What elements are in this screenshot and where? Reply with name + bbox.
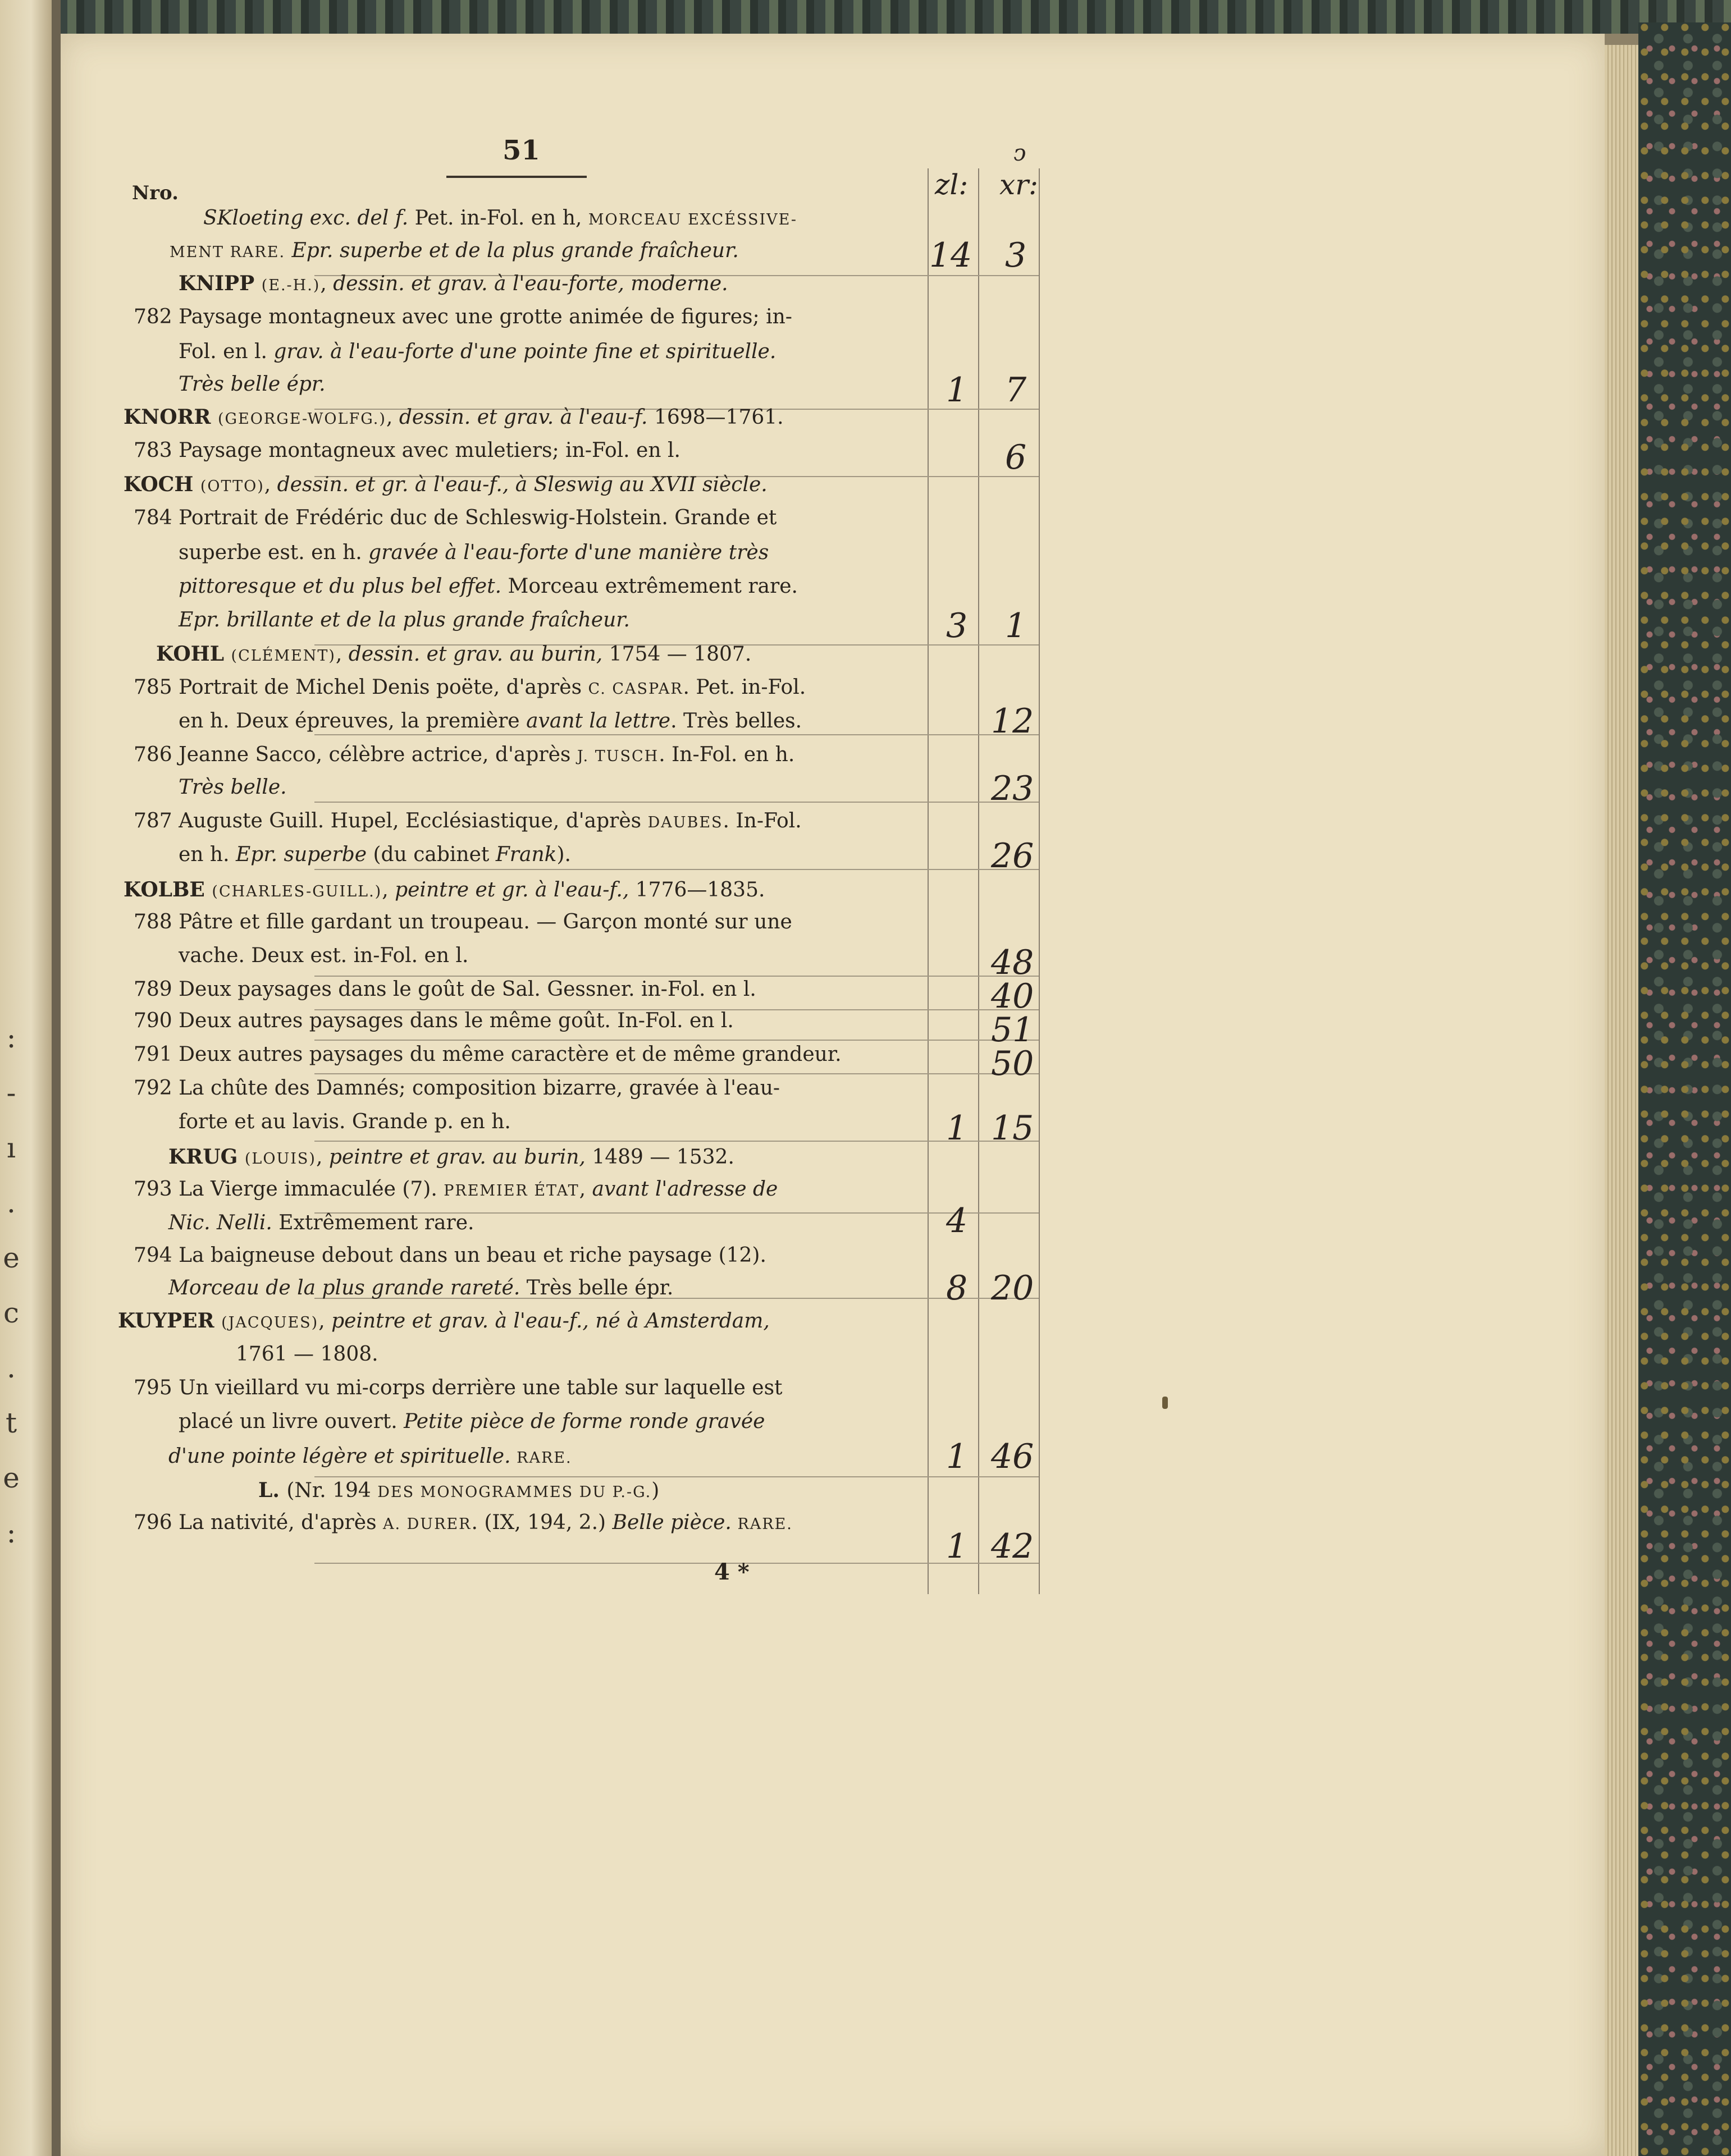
left-page-glyph: ı: [7, 1132, 16, 1164]
price-kreuzer: 23: [991, 769, 1034, 808]
text-segment: Morceau extrêmement rare.: [501, 575, 798, 598]
text-segment: KNIPP: [179, 272, 262, 295]
price-gulden: 1: [946, 1109, 968, 1148]
text-segment: 794 La baigneuse debout dans un beau et riche paysage (12).: [134, 1244, 766, 1267]
entry-794-line: [134, 1239, 766, 1272]
text-segment: (Nr. 194: [286, 1479, 378, 1502]
nro-label: Nro.: [132, 182, 179, 204]
text-segment: KNORR: [124, 405, 218, 429]
entry-783-line: [134, 434, 680, 467]
entry-792-line: [179, 1106, 511, 1138]
text-segment: forte et au lavis. Grande p. en h.: [179, 1110, 511, 1133]
text-segment: RARE.: [731, 1516, 793, 1533]
left-page-glyph: -: [6, 1077, 16, 1109]
left-page-glyph: e: [3, 1462, 20, 1494]
text-segment: ,: [264, 473, 277, 496]
price-kreuzer: 46: [991, 1437, 1034, 1476]
text-segment: peintre et grav. à l'eau-f., né à Amsterdam,: [331, 1310, 770, 1333]
price-kreuzer: 40: [991, 977, 1034, 1016]
text-segment: ): [651, 1479, 660, 1502]
price-gulden: 1: [946, 1437, 968, 1476]
text-segment: KUYPER: [118, 1309, 222, 1333]
price-gulden: 4: [946, 1201, 968, 1240]
text-segment: ).: [556, 843, 571, 866]
entry-785-line: [179, 705, 802, 738]
price-gulden: 3: [946, 606, 968, 646]
entry-790-line: [134, 1005, 734, 1037]
text-segment: dessin. et grav. à l'eau-f.: [399, 406, 648, 429]
text-segment: J. TUSCH: [577, 748, 659, 765]
entry-separator-rule: [314, 802, 1039, 803]
text-segment: Pet. in-Fol. en h,: [408, 207, 588, 230]
text-segment: ,: [318, 1310, 332, 1333]
text-segment: peintre et grav. au burin,: [328, 1146, 586, 1169]
text-segment: 786 Jeanne Sacco, célèbre actrice, d'après: [134, 743, 577, 766]
entry-782-line: [179, 368, 326, 401]
entry-795-line: [179, 1406, 765, 1438]
left-page-glyph: c: [3, 1297, 19, 1329]
price-kreuzer: 26: [991, 836, 1034, 876]
artist-heading-knorr-line: [124, 401, 784, 436]
text-segment: 788 Pâtre et fille gardant un troupeau. — Garçon monté sur une: [134, 910, 792, 933]
text-segment: Extrêmement rare.: [272, 1211, 474, 1234]
price-kreuzer: 12: [991, 702, 1034, 741]
left-page-glyph: :: [6, 1517, 16, 1549]
price-kreuzer: 50: [991, 1044, 1034, 1083]
text-segment: PREMIER ÉTAT: [444, 1182, 579, 1200]
text-segment: peintre et gr. à l'eau-f.,: [395, 878, 629, 901]
text-segment: avant l'adresse de: [592, 1178, 778, 1201]
text-segment: SKloeting exc. del f.: [203, 207, 409, 230]
text-segment: 787 Auguste Guill. Hupel, Ecclésiastique, d'après: [134, 809, 648, 832]
text-segment: Fol. en l.: [179, 340, 274, 363]
price-kreuzer: 7: [1005, 370, 1027, 410]
text-segment: 792 La chûte des Damnés; composition bizarre, gravée à l'eau-: [134, 1077, 780, 1100]
artist-heading-kuyper-line: [118, 1304, 770, 1339]
artist-heading-knipp-line: [179, 267, 728, 302]
text-segment: dessin. et grav. au burin,: [348, 643, 603, 666]
text-segment: ,: [382, 878, 395, 901]
entry-792-line: [134, 1072, 780, 1105]
left-page-glyph: :: [6, 1022, 16, 1054]
column-header-mark: ͻ: [1013, 140, 1026, 166]
entry-787-line: [179, 839, 571, 871]
entry-791-line: [134, 1038, 842, 1071]
entry-separator-rule: [314, 1563, 1039, 1564]
text-segment: (GEORGE-WOLFG.): [217, 410, 386, 428]
text-segment: . In-Fol. en h.: [659, 743, 795, 766]
entry-795-line: [134, 1372, 783, 1404]
entry-787-line: [134, 805, 802, 839]
signature-mark: 4 *: [714, 1559, 750, 1585]
price-kreuzer: 42: [991, 1527, 1034, 1566]
entry-788-line: [179, 940, 468, 972]
text-segment: 789 Deux paysages dans le goût de Sal. Gessner. in-Fol. en l.: [134, 978, 756, 1001]
text-segment: (CLÉMENT): [231, 647, 336, 665]
text-segment: ,: [320, 272, 334, 295]
entry-789-line: [134, 973, 756, 1006]
page-number-rule: [446, 176, 587, 178]
text-segment: RARE.: [510, 1449, 572, 1467]
text-segment: ,: [316, 1146, 329, 1169]
price-gulden: 1: [946, 370, 968, 410]
text-segment: (LOUIS): [244, 1150, 316, 1168]
text-segment: 1754 — 1807.: [602, 643, 752, 666]
text-segment: . Pet. in-Fol.: [683, 676, 806, 699]
left-page-glyph: e: [3, 1242, 20, 1274]
entry-782-line: [179, 336, 776, 368]
text-segment: Epr. brillante et de la plus grande fraîcheur.: [179, 608, 630, 631]
text-segment: Belle pièce.: [612, 1511, 732, 1534]
artist-heading-koch-line: [124, 468, 768, 503]
text-segment: Morceau de la plus grande rareté.: [168, 1276, 520, 1299]
text-segment: (CHARLES-GUILL.): [212, 883, 382, 900]
column-header-zl: zl:: [935, 168, 969, 201]
text-segment: (JACQUES): [221, 1314, 319, 1331]
artist-heading-kohl-line: [156, 638, 751, 672]
cover-top-edge: [0, 0, 1731, 34]
entry-793-line: [168, 1207, 474, 1239]
text-segment: d'une pointe légère et spirituelle.: [168, 1445, 511, 1468]
left-page-glyph: .: [7, 1352, 16, 1384]
text-segment: 1698—1761.: [647, 406, 784, 429]
text-segment: DES MONOGRAMMES DU P.-G.: [377, 1484, 652, 1501]
price-kreuzer: 20: [991, 1269, 1034, 1308]
text-segment: en h.: [179, 843, 236, 866]
entry-786-line: [134, 739, 794, 773]
text-segment: vache. Deux est. in-Fol. en l.: [179, 944, 469, 967]
entry-continuation-line: [170, 235, 739, 269]
price-gulden: 14: [929, 236, 972, 275]
price-column-rule: [978, 168, 979, 1594]
text-segment: ,: [386, 406, 399, 429]
text-segment: Frank: [495, 843, 557, 866]
page-edges: [1605, 45, 1638, 2156]
text-segment: KOHL: [156, 642, 231, 666]
price-gulden: 8: [946, 1269, 968, 1308]
text-segment: placé un livre ouvert.: [179, 1410, 404, 1433]
ink-spot: [1162, 1397, 1168, 1409]
text-segment: Très belle épr.: [520, 1276, 674, 1299]
left-page-sliver: [0, 0, 52, 2156]
text-segment: superbe est. en h.: [179, 541, 369, 564]
monogram-heading-line: [258, 1474, 659, 1509]
entry-793-line: [134, 1173, 778, 1207]
text-segment: Epr. superbe et de la plus grande fraîcheur.: [285, 239, 739, 262]
text-segment: 784 Portrait de Frédéric duc de Schleswig-Holstein. Grande et: [134, 506, 777, 529]
text-segment: 1489 — 1532.: [585, 1146, 734, 1169]
text-segment: C. CASPAR: [588, 680, 683, 698]
text-segment: . Très belles.: [670, 709, 802, 733]
text-segment: 783 Paysage montagneux avec muletiers; in-Fol. en l.: [134, 439, 680, 462]
text-segment: Très belle.: [179, 776, 287, 799]
price-kreuzer: 6: [1005, 438, 1027, 477]
text-segment: Petite pièce de forme ronde gravée: [404, 1410, 765, 1433]
text-segment: 1761 — 1808.: [236, 1343, 378, 1366]
text-segment: A. DURER: [383, 1516, 472, 1533]
book-gutter: [52, 0, 61, 2156]
price-kreuzer: 51: [991, 1010, 1034, 1050]
column-header-xr: xr:: [999, 168, 1038, 201]
text-segment: gravée à l'eau-forte d'une manière très: [368, 541, 769, 564]
price-gulden: 1: [946, 1527, 968, 1566]
text-segment: 785 Portrait de Michel Denis poëte, d'après: [134, 676, 588, 699]
entry-795-line: [168, 1440, 572, 1475]
entry-782-line: [134, 301, 792, 333]
artist-heading-krug-line: [168, 1141, 734, 1175]
text-segment: 782 Paysage montagneux avec une grotte animée de figures; in-: [134, 305, 792, 328]
text-segment: dessin. et gr. à l'eau-f., à Sleswig au XVII siècle.: [277, 473, 768, 496]
price-kreuzer: 15: [991, 1109, 1034, 1148]
text-segment: KOLBE: [124, 878, 212, 901]
artist-heading-kuyper-line: [236, 1338, 378, 1371]
text-segment: 790 Deux autres paysages dans le même goût. In-Fol. en l.: [134, 1009, 734, 1032]
text-segment: Nic. Nelli.: [168, 1211, 272, 1234]
entry-784-line: [179, 570, 798, 603]
text-segment: Epr. superbe: [236, 843, 367, 866]
text-segment: en h. Deux épreuves, la première: [179, 709, 527, 733]
entry-796-line: [134, 1507, 793, 1541]
text-segment: DAUBES: [647, 814, 723, 831]
left-page-text-fragment: [0, 1010, 22, 1560]
text-segment: (OTTO): [200, 478, 264, 495]
text-segment: grav. à l'eau-forte d'une pointe fine et spirituelle.: [273, 340, 777, 363]
text-segment: 791 Deux autres paysages du même caractère et de même grandeur.: [134, 1043, 842, 1066]
price-column-rule: [928, 168, 929, 1594]
left-page-glyph: .: [7, 1187, 16, 1219]
text-segment: 796 La nativité, d'après: [134, 1511, 383, 1534]
price-kreuzer: 1: [1005, 606, 1027, 646]
text-segment: 795 Un vieillard vu mi-corps derrière une table sur laquelle est: [134, 1376, 783, 1399]
text-segment: MENT RARE.: [170, 244, 286, 261]
page-number: 51: [503, 135, 540, 166]
text-segment: 793 La Vierge immaculée (7).: [134, 1178, 444, 1201]
text-segment: MORCEAU EXCÉSSIVE-: [588, 211, 797, 228]
text-segment: KOCH: [124, 473, 200, 496]
text-segment: avant la lettre: [526, 709, 671, 733]
text-segment: (E.-H.): [261, 277, 321, 294]
text-segment: ,: [335, 643, 349, 666]
entry-794-line: [168, 1272, 673, 1304]
left-page-glyph: t: [5, 1407, 17, 1439]
text-segment: 1776—1835.: [629, 878, 765, 901]
entry-784-line: [179, 537, 769, 569]
marbled-cover: [1638, 22, 1731, 2156]
text-segment: Très belle épr.: [179, 373, 326, 396]
price-column-rule: [1039, 168, 1040, 1594]
entry-784-line: [134, 502, 777, 534]
text-segment: ,: [579, 1178, 592, 1201]
text-segment: . In-Fol.: [723, 809, 802, 832]
entry-785-line: [134, 671, 806, 706]
text-segment: . (IX, 194, 2.): [471, 1511, 613, 1534]
text-segment: KRUG: [168, 1145, 245, 1169]
price-kreuzer: 48: [991, 943, 1034, 982]
entry-continuation-line: [203, 202, 797, 236]
artist-heading-kolbe-line: [124, 873, 765, 908]
text-segment: (du cabinet: [367, 843, 496, 866]
entry-784-line: [179, 604, 630, 637]
text-segment: L.: [258, 1478, 287, 1502]
entry-788-line: [134, 906, 792, 939]
entry-786-line: [179, 771, 287, 804]
text-segment: dessin. et grav. à l'eau-forte, moderne.: [333, 272, 728, 295]
text-segment: pittoresque et du plus bel effet.: [179, 575, 502, 598]
price-kreuzer: 3: [1005, 236, 1027, 275]
